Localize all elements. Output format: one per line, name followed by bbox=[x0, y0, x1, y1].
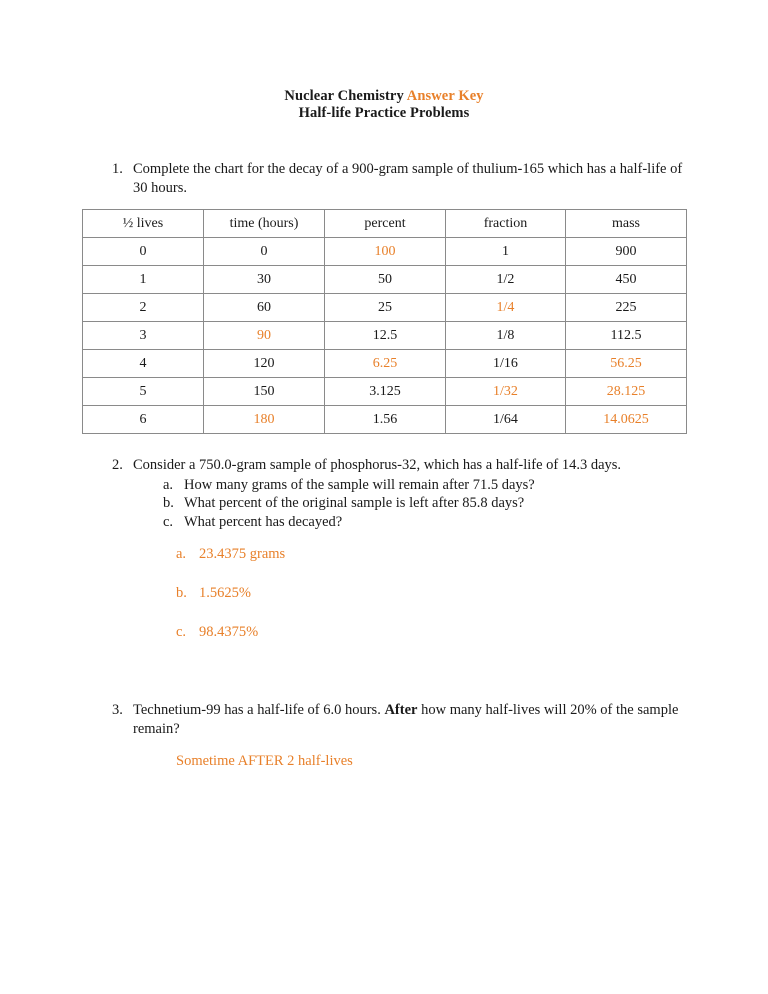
cell-percent: 1.56 bbox=[325, 406, 446, 434]
question-2 bbox=[112, 456, 712, 531]
column-header-percent: percent bbox=[325, 210, 446, 238]
cell-fraction: 1/64 bbox=[446, 406, 566, 434]
cell-mass: 225 bbox=[566, 294, 687, 322]
question-2-answers bbox=[176, 546, 576, 663]
column-header-fraction: fraction bbox=[446, 210, 566, 238]
cell-mass: 900 bbox=[566, 238, 687, 266]
sub-item-c-label: c. bbox=[163, 513, 174, 530]
question-3-number: 3. bbox=[112, 702, 123, 718]
answer-2c-text: 98.4375% bbox=[199, 624, 259, 640]
cell-time: 60 bbox=[204, 294, 325, 322]
sub-item-c-text: What percent has decayed? bbox=[184, 513, 343, 530]
cell-fraction: 1/8 bbox=[446, 322, 566, 350]
answer-2b-label: b. bbox=[176, 585, 187, 601]
question-2-sub-item-a bbox=[112, 476, 712, 495]
cell-half-lives: 5 bbox=[83, 378, 204, 406]
question-1-number: 1. bbox=[112, 161, 123, 177]
cell-mass: 14.0625 bbox=[566, 406, 687, 434]
question-2-text: Consider a 750.0-gram sample of phosphorus-32, which has a half-life of 14.3 days. bbox=[133, 457, 622, 473]
answer-3-text: Sometime AFTER 2 half-lives bbox=[176, 753, 353, 769]
cell-percent: 100 bbox=[325, 238, 446, 266]
cell-mass: 112.5 bbox=[566, 322, 687, 350]
table-row bbox=[83, 294, 687, 322]
sub-item-a-label: a. bbox=[163, 476, 174, 493]
question-3-text-part2: how many half-lives will 20% of the sample remain? bbox=[133, 702, 679, 737]
decay-chart-table bbox=[82, 209, 687, 434]
cell-mass: 450 bbox=[566, 266, 687, 294]
cell-fraction: 1/32 bbox=[446, 378, 566, 406]
question-1-text: Complete the chart for the decay of a 900-gram sample of thulium-165 which has a half-life of 30 hours. bbox=[133, 161, 683, 196]
sub-item-b-text: What percent of the original sample is left after 85.8 days? bbox=[184, 495, 525, 511]
cell-fraction: 1/4 bbox=[446, 294, 566, 322]
answer-2c bbox=[176, 624, 576, 641]
cell-time: 30 bbox=[204, 266, 325, 294]
column-header-mass: mass bbox=[566, 210, 687, 238]
question-3-answer bbox=[176, 753, 596, 770]
answer-2a bbox=[176, 546, 576, 563]
answer-2b-text: 1.5625% bbox=[199, 585, 251, 601]
cell-time: 180 bbox=[204, 406, 325, 434]
cell-half-lives: 1 bbox=[83, 266, 204, 294]
table-row bbox=[83, 406, 687, 434]
answer-2b bbox=[176, 585, 576, 602]
title-subject: Nuclear Chemistry bbox=[284, 88, 407, 104]
cell-percent: 50 bbox=[325, 266, 446, 294]
column-header-half-lives: ½ lives bbox=[83, 210, 204, 238]
title-answer-key: Answer Key bbox=[406, 88, 484, 104]
question-2-sub-list bbox=[112, 476, 712, 532]
cell-time: 150 bbox=[204, 378, 325, 406]
answer-2c-label: c. bbox=[176, 624, 187, 640]
answer-2a-text: 23.4375 grams bbox=[199, 546, 286, 562]
cell-half-lives: 4 bbox=[83, 350, 204, 378]
title-line-1 bbox=[0, 88, 768, 105]
cell-mass: 28.125 bbox=[566, 378, 687, 406]
cell-percent: 6.25 bbox=[325, 350, 446, 378]
title-line-2: Half-life Practice Problems bbox=[298, 105, 470, 121]
question-3-text-part1: Technetium-99 has a half-life of 6.0 hours. bbox=[133, 702, 385, 718]
question-3 bbox=[112, 701, 712, 738]
cell-half-lives: 0 bbox=[83, 238, 204, 266]
cell-percent: 3.125 bbox=[325, 378, 446, 406]
question-3-text bbox=[133, 701, 712, 738]
cell-fraction: 1 bbox=[446, 238, 566, 266]
question-1 bbox=[112, 160, 700, 197]
table-header-row bbox=[83, 210, 687, 238]
sub-item-a-text: How many grams of the sample will remain after 71.5 days? bbox=[184, 476, 535, 493]
question-2-number: 2. bbox=[112, 457, 123, 473]
cell-fraction: 1/2 bbox=[446, 266, 566, 294]
cell-time: 120 bbox=[204, 350, 325, 378]
sub-item-b-label: b. bbox=[163, 495, 174, 511]
question-3-emphasis: After bbox=[384, 702, 418, 718]
cell-time: 90 bbox=[204, 322, 325, 350]
answer-2a-label: a. bbox=[176, 546, 187, 562]
cell-fraction: 1/16 bbox=[446, 350, 566, 378]
cell-time: 0 bbox=[204, 238, 325, 266]
cell-half-lives: 2 bbox=[83, 294, 204, 322]
page-title bbox=[0, 88, 768, 122]
question-2-sub-item-c bbox=[112, 513, 712, 532]
cell-percent: 12.5 bbox=[325, 322, 446, 350]
question-2-sub-item-b bbox=[112, 494, 712, 513]
column-header-time: time (hours) bbox=[204, 210, 325, 238]
table-row bbox=[83, 322, 687, 350]
cell-half-lives: 6 bbox=[83, 406, 204, 434]
cell-percent: 25 bbox=[325, 294, 446, 322]
table-row bbox=[83, 378, 687, 406]
cell-half-lives: 3 bbox=[83, 322, 204, 350]
table-row bbox=[83, 350, 687, 378]
cell-mass: 56.25 bbox=[566, 350, 687, 378]
table-row bbox=[83, 238, 687, 266]
table-row bbox=[83, 266, 687, 294]
